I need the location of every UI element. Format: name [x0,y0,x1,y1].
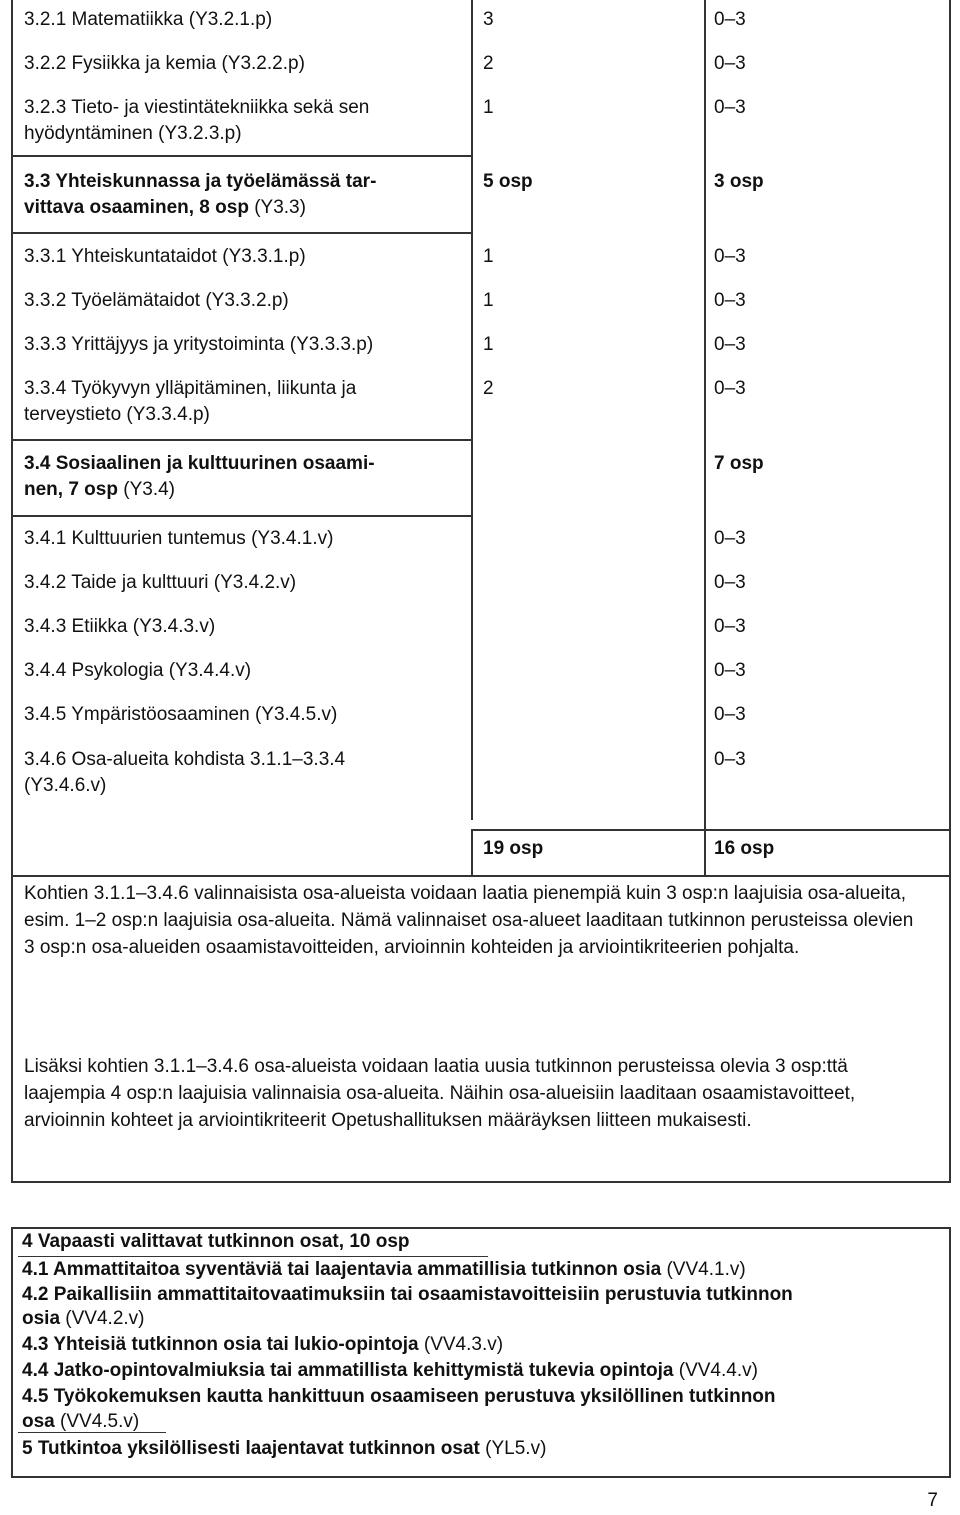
cell-value: 1 [483,97,494,118]
total-col2: 19 osp [483,838,544,859]
row-label: 3.2.3 Tieto- ja viestintätekniikka sekä sen [24,97,370,118]
cell-value: 0–3 [714,616,746,637]
row-label: 3.2.2 Fysiikka ja kemia (Y3.2.2.p) [24,53,305,74]
total-col3: 16 osp [714,838,775,859]
row-label: 3.4.6 Osa-alueita kohdista 3.1.1–3.3.4 [24,749,346,770]
row-label: 3.3.1 Yhteiskuntataidot (Y3.3.1.p) [24,246,306,267]
row-label: hyödyntäminen (Y3.2.3.p) [24,123,242,144]
lower-row: 4.1 Ammattitaitoa syventäviä tai laajentavia ammatillisia tutkinnon osia (VV4.1.v) [22,1259,746,1280]
lower-row: 4.3 Yhteisiä tutkinnon osia tai lukio-opintoja (VV4.3.v) [22,1334,504,1355]
cell-value: 0–3 [714,246,746,267]
cell-value: 2 [483,53,494,74]
lower-row: osia (VV4.2.v) [22,1308,145,1329]
note-paragraph-1: Kohtien 3.1.1–3.4.6 valinnaisista osa-alueista voidaan laatia pienempiä kuin 3 osp:n laajuisia osa-alueita, esim. 1–2 osp:n laajuisia osa-alueita. Nämä valinnaiset osa-alueet laaditaan tutkinnon perusteissa olevien 3 osp:n osa-alueiden osaamistavoitteiden, arvioinnin kohteiden ja arviointikriteerien pohjalta. [24,883,914,958]
row-label: (Y3.4.6.v) [24,775,107,796]
lower-row: 4.5 Työkokemuksen kautta hankittuun osaamiseen perustuva yksilöllinen tutkinnon [22,1386,776,1407]
cell-value: 3 osp [714,171,764,192]
cell-value: 5 osp [483,171,533,192]
cell-value: 3 [483,9,494,30]
row-label: 3.4.5 Ympäristöosaaminen (Y3.4.5.v) [24,704,338,725]
lower-row: osa (VV4.5.v) [22,1411,140,1432]
cell-value: 0–3 [714,704,746,725]
row-label: 3.2.1 Matematiikka (Y3.2.1.p) [24,9,273,30]
cell-value: 1 [483,290,494,311]
column-divider-1 [471,0,473,820]
section-label: 3.3 Yhteiskunnassa ja työelämässä tar- [24,171,377,192]
row-separator [11,515,471,517]
totals-bottom-border [11,875,951,877]
row-separator [11,232,471,234]
row-label: terveystieto (Y3.3.4.p) [24,404,210,425]
cell-value: 7 osp [714,453,764,474]
lower-row: 4.2 Paikallisiin ammattitaitovaatimuksiin tai osaamistavoitteisiin perustuvia tutkinnon [22,1284,793,1305]
cell-value: 0–3 [714,97,746,118]
row-label: 3.3.3 Yrittäjyys ja yritystoiminta (Y3.3.3.p) [24,334,374,355]
row-label: 3.3.4 Työkyvyn ylläpitäminen, liikunta ja [24,378,357,399]
cell-value: 0–3 [714,528,746,549]
row-label: 3.3.2 Työelämätaidot (Y3.3.2.p) [24,290,289,311]
lower-row: 4.4 Jatko-opintovalmiuksia tai ammatillista kehittymistä tukevia opintoja (VV4.4.v) [22,1360,758,1381]
totals-top-border [471,829,951,831]
cell-value: 0–3 [714,9,746,30]
cell-value: 0–3 [714,572,746,593]
column-divider-2 [704,0,706,876]
cell-value: 0–3 [714,290,746,311]
row-label: 3.4.1 Kulttuurien tuntemus (Y3.4.1.v) [24,528,334,549]
row-label: 3.4.4 Psykologia (Y3.4.4.v) [24,660,252,681]
row-separator [11,439,471,441]
cell-value: 0–3 [714,378,746,399]
note-paragraph-2: Lisäksi kohtien 3.1.1–3.4.6 osa-alueista voidaan laatia uusia tutkinnon perusteissa olevia 3 osp:ttä laajempia 4 osp:n laajuisia valinnaisia osa-alueita. Näihin osa-alueisiin laaditaan osaamistavoitteet, arvioinnin kohteet ja arviointikriteerit Opetushallituksen määräyksen liitteen mukaisesti. [24,1056,856,1131]
row-separator [11,155,471,157]
cell-value: 1 [483,246,494,267]
section-label: 3.4 Sosiaalinen ja kulttuurinen osaami- [24,453,375,474]
cell-value: 0–3 [714,334,746,355]
heading-underline [18,1256,488,1257]
section-label: nen, 7 osp (Y3.4) [24,479,175,500]
cell-value: 0–3 [714,660,746,681]
cell-value: 2 [483,378,494,399]
totals-divider [471,830,473,876]
row-label: 3.4.2 Taide ja kulttuuri (Y3.4.2.v) [24,572,297,593]
cell-value: 0–3 [714,53,746,74]
lower-row: 5 Tutkintoa yksilöllisesti laajentavat tutkinnon osat (YL5.v) [22,1438,547,1459]
lower-row: 4 Vapaasti valittavat tutkinnon osat, 10 osp [22,1231,410,1252]
row-label: 3.4.3 Etiikka (Y3.4.3.v) [24,616,216,637]
section-label: vittava osaaminen, 8 osp (Y3.3) [24,197,306,218]
cell-value: 0–3 [714,749,746,770]
page-number: 7 [927,1490,938,1511]
cell-value: 1 [483,334,494,355]
